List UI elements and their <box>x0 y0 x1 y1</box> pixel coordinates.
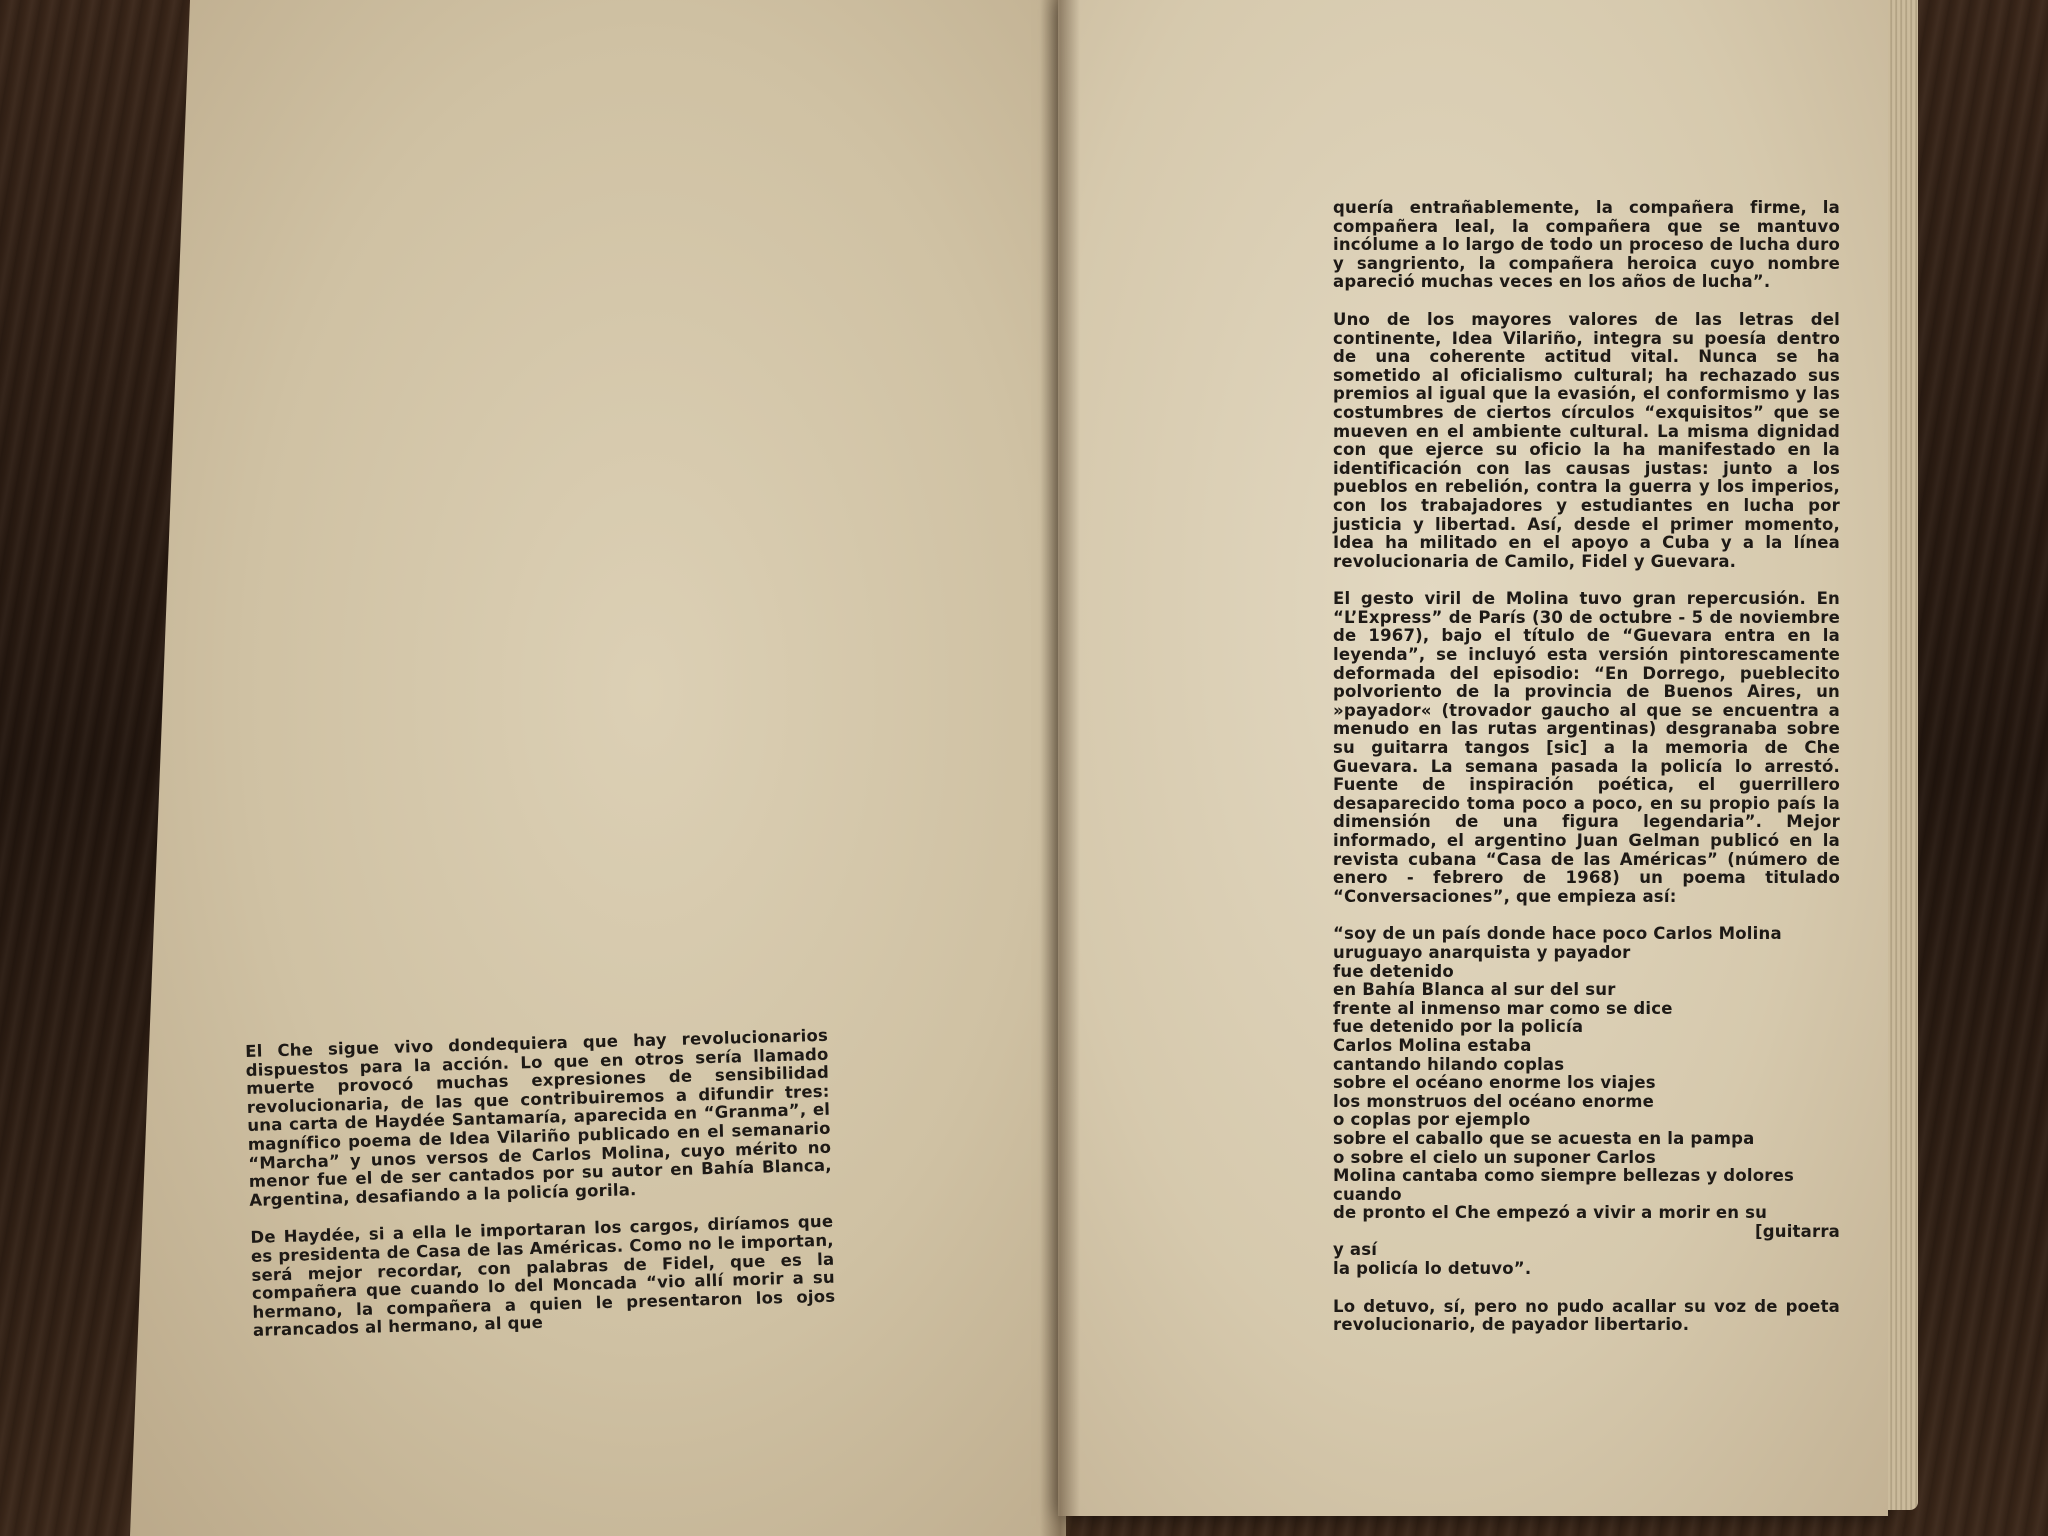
poem-line: o coplas por ejemplo <box>1333 1110 1531 1130</box>
poem-line: uruguayo anarquista y payador <box>1333 942 1631 962</box>
poem-line: “soy de un país donde hace poco Carlos Molina <box>1333 924 1782 944</box>
closing-paragraph: Lo detuvo, sí, pero no pudo acallar su voz de poeta revolucionario, de payador libertario. <box>1333 1296 1840 1335</box>
right-paragraph-1: quería entrañablemente, la compañera firme, la compañera leal, la compañera que se mantuvo incólume a lo largo de todo un proceso de lucha duro y sangriento, la compañera heroica cuyo nombre apareció muchas veces en los años de lucha”. <box>1333 198 1840 292</box>
left-paragraph-1: El Che sigue vivo dondequiera que hay revolucionarios dispuestos para la acción. Lo que en otros sería llamado muerte provocó muchas expresiones de sensibilidad revolucionaria, de las que contribuiremos a difundir tres: una carta de Haydée Santamaría, aparecida en “Granma”, el magnífico poema de Idea Vilariño publicado en el semanario “Marcha” y unos versos de Carlos Molina, cuyo mérito no menor fue el de ser cantados por su autor en Bahía Blanca, Argentina, desafiando a la policía gorila. <box>244 1025 832 1210</box>
poem-line: sobre el océano enorme los viajes <box>1333 1073 1656 1093</box>
poem-line: fue detenido <box>1333 961 1454 981</box>
right-paragraph-3: El gesto viril de Molina tuvo gran repercusión. En “L’Express” de París (30 de octubre - 5 de noviembre de 1967), bajo el título de “Guevara entra en la leyenda”, se incluyó esta versión pintorescamente deformada del episodio: “En Dorrego, pueblecito polvoriento de la provincia de Buenos Aires, un »payador« (trovador gaucho al que se encuentra a menudo en las rutas argentinas) desgranaba sobre su guitarra tangos [sic] a la memoria de Che Guevara. La semana pasada la policía lo arrestó. Fuente de inspiración poética, el guerrillero desaparecido toma poco a poco, en su propio país la dimensión de una figura legendaria”. Mejor informado, el argentino Juan Gelman publicó en la revista cubana “Casa de las Américas” (número de enero - febrero de 1968) un poema titulado “Conversaciones”, que empieza así: <box>1333 589 1840 906</box>
poem-line: sobre el caballo que se acuesta en la pampa <box>1333 1128 1755 1148</box>
poem-line: la policía lo detuvo”. <box>1333 1259 1532 1279</box>
poem-line: frente al inmenso mar como se dice <box>1333 998 1673 1018</box>
poem-line: los monstruos del océano enorme <box>1333 1091 1654 1111</box>
poem-line: fue detenido por la policía <box>1333 1017 1584 1037</box>
poem-line-continuation: [guitarra <box>1755 1221 1840 1241</box>
poem-line: Molina cantaba como siempre bellezas y dolores <box>1333 1166 1794 1186</box>
right-page-text <box>1333 199 1840 1354</box>
right-paragraph-2: Uno de los mayores valores de las letras del continente, Idea Vilariño, integra su poesía dentro de una coherente actitud vital. Nunca se ha sometido al oficialismo cultural; ha rechazado sus premios al igual que la evasión, el conformismo y las costumbres de ciertos círculos “exquisitos” que se mueven en el ambiente cultural. La misma dignidad con que ejerce su oficio la ha manifestado en la identificación con las causas justas: junto a los pueblos en rebelión, contra la guerra y los imperios, con los trabajadores y estudiantes en lucha por justicia y libertad. Así, desde el primer momento, Idea ha militado en el apoyo a Cuba y a la línea revolucionaria de Camilo, Fidel y Guevara. <box>1333 309 1840 571</box>
poem-line: y así <box>1333 1240 1378 1260</box>
page-edges <box>1888 0 1918 1510</box>
poem-line: Carlos Molina estaba <box>1333 1035 1532 1055</box>
poem-line: de pronto el Che empezó a vivir a morir en su <box>1333 1203 1768 1223</box>
book-gutter <box>1040 0 1080 1536</box>
poem-line: cantando hilando coplas <box>1333 1054 1565 1074</box>
left-page-text <box>245 1027 837 1360</box>
poem-line: en Bahía Blanca al sur del sur <box>1333 980 1616 1000</box>
poem-line: o sobre el cielo un suponer Carlos <box>1333 1147 1656 1167</box>
poem-line: cuando <box>1333 1184 1402 1204</box>
left-paragraph-2: De Haydée, si a ella le importaran los cargos, diríamos que es presidenta de Casa de las Américas. Como no le importan, será mejor recordar, con palabras de Fidel, que es la compañera que cuando lo del Moncada “vio allí morir a su hermano, la compañera a quien le presentaron los ojos arrancados al hermano, al que <box>250 1211 836 1341</box>
poem-conversaciones <box>1333 925 1840 1278</box>
